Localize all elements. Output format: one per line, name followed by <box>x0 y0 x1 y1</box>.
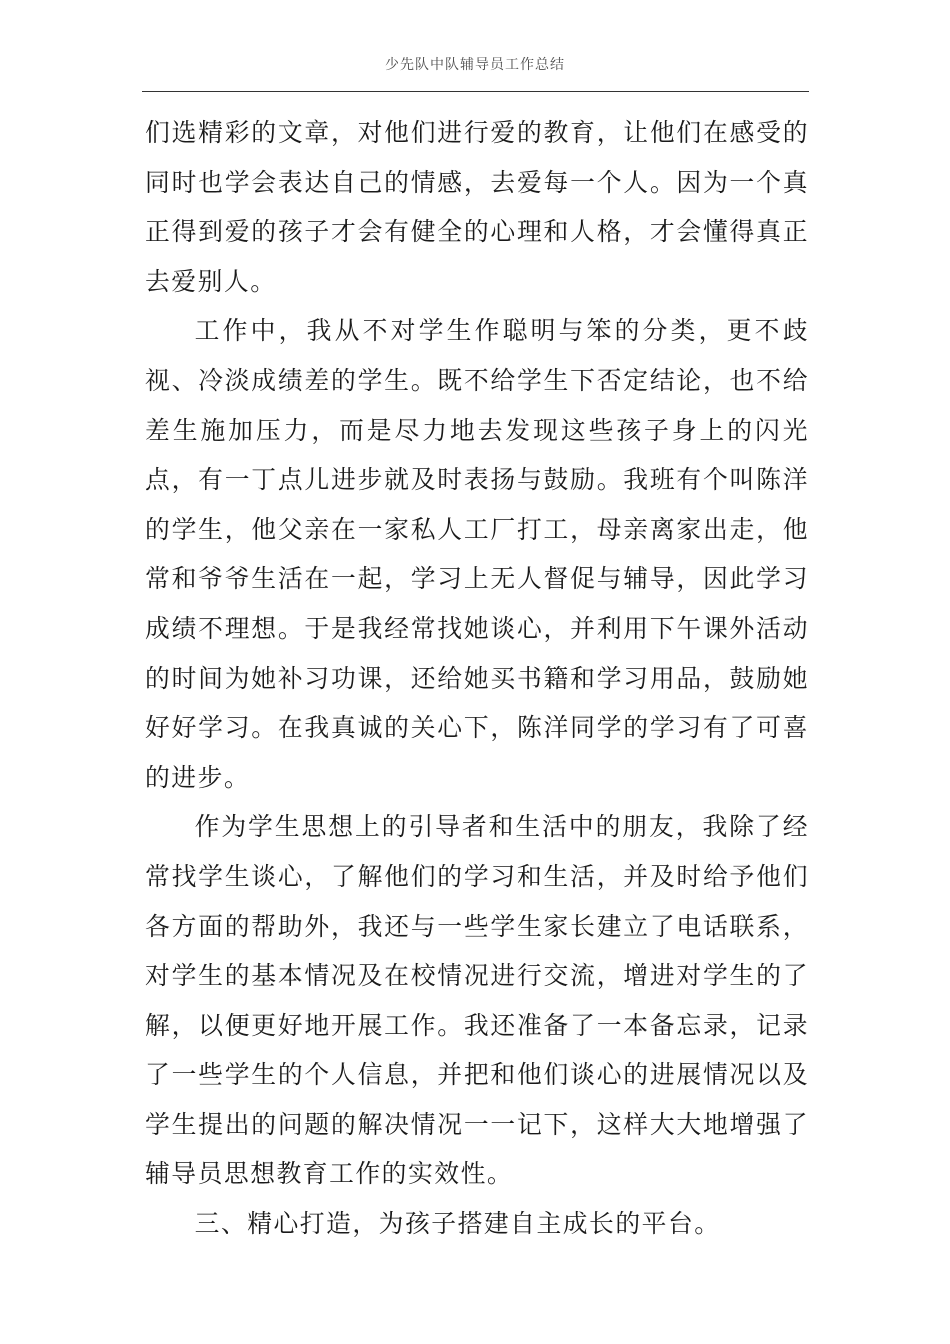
paragraph-work-attitude: 工作中，我从不对学生作聪明与笨的分类，更不歧视、冷淡成绩差的学生。既不给学生下否定结论，也不给差生施加压力，而是尽力地去发现这些孩子身上的闪光点，有一丁点儿进步就及时表扬与鼓励。我班有个叫陈洋的学生，他父亲在一家私人工厂打工，母亲离家出走，他常和爷爷生活在一起，学习上无人督促与辅导，因此学习成绩不理想。于是我经常找她谈心，并利用下午课外活动的时间为她补习功课，还给她买书籍和学习用品，鼓励她好好学习。在我真诚的关心下，陈洋同学的学习有了可喜的进步。 <box>145 316 809 792</box>
page-header-title: 少先队中队辅导员工作总结 <box>385 57 565 73</box>
header-divider <box>142 91 809 92</box>
paragraph-parent-communication: 作为学生思想上的引导者和生活中的朋友，我除了经常找学生谈心，了解他们的学习和生活，并及时给予他们各方面的帮助外，我还与一些学生家长建立了电话联系，对学生的基本情况及在校情况进行交流，增进对学生的了解，以便更好地开展工作。我还准备了一本备忘录，记录了一些学生的个人信息，并把和他们谈心的进展情况以及学生提出的问题的解决情况一一记下，这样大大地增强了辅导员思想教育工作的实效性。 <box>145 812 809 1189</box>
paragraph-continued: 们选精彩的文章，对他们进行爱的教育，让他们在感受的同时也学会表达自己的情感，去爱每一个人。因为一个真正得到爱的孩子才会有健全的心理和人格，才会懂得真正去爱别人。 <box>145 118 809 296</box>
document-body <box>145 108 809 1249</box>
section-heading-three: 三、精心打造，为孩子搭建自主成长的平台。 <box>194 1209 721 1239</box>
